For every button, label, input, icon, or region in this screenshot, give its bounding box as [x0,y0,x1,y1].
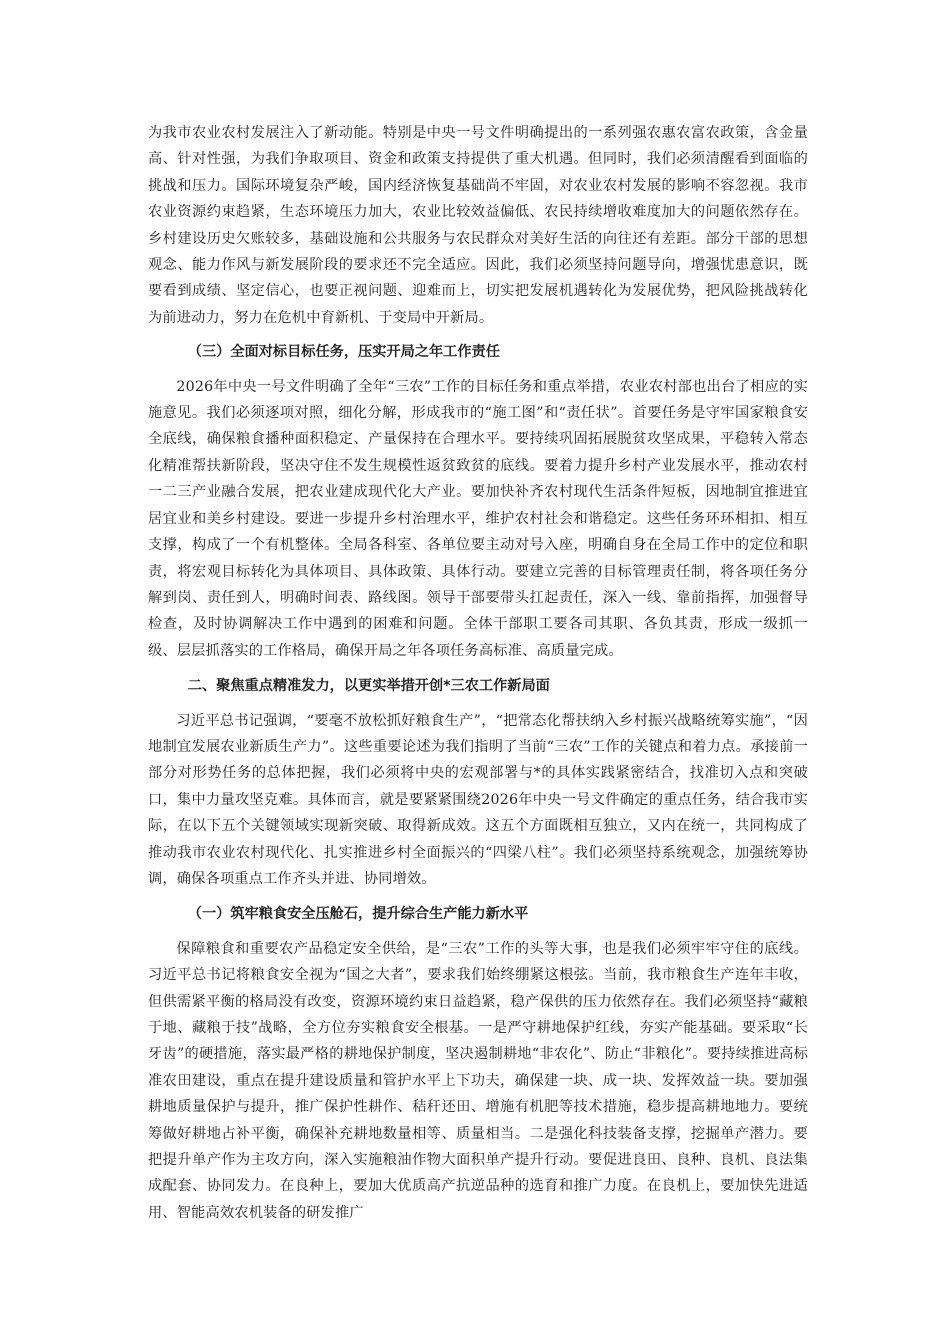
section-heading-3: （三）全面对标目标任务，压实开局之年工作责任 [187,344,500,361]
section-3-paragraph: 2026年中央一号文件明确了全年“三农”工作的目标任务和重点举措，农业农村部也出台了相应的实施意见。我们必须逐项对照，细化分解，形成我市的“施工图”和“责任状”。首要任务是守牢国家粮食安全底线，确保粮食播种面积稳定、产量保持在合理水平。要持续巩固拓展脱贫攻坚成果，平稳转入常态化精准帮扶新阶段，坚决守住不发生规模性返贫致贫的底线。要着力提升乡村产业发展水平，推动农村一二三产业融合发展，把农业建成现代化大产业。要加快补齐农村现代生活条件短板，因地制宜推进宜居宜业和美乡村建设。要进一步提升乡村治理水平，维护农村社会和谐稳定。这些任务环环相扣、相互支撑，构成了一个有机整体。全局各科室、各单位要主动对号入座，明确自身在全局工作中的定位和职责，将宏观目标转化为具体项目、具体政策、具体行动。要建立完善的目标管理责任制，将各项任务分解到岗、责任到人，明确时间表、路线图。领导干部要带头扛起责任，深入一线、靠前指挥，加强督导检查，及时协调解决工作中遇到的困难和问题。全体干部职工要各司其职、各负其责，形成一级抓一级、层层抓落实的工作格局，确保开局之年各项任务高标准、高质量完成。 [148,378,808,659]
intro-paragraph: 为我市农业农村发展注入了新动能。特别是中央一号文件明确提出的一系列强农惠农富农政策，含金量高、针对性强，为我们争取项目、资金和政策支持提供了重大机遇。但同时，我们必须清醒看到面临的挑战和压力。国际环境复杂严峻，国内经济恢复基础尚不牢固，对农业农村发展的影响不容忽视。我市农业资源约束趋紧，生态环境压力加大，农业比较效益偏低、农民持续增收难度加大的问题依然存在。乡村建设历史欠账较多，基础设施和公共服务与农民群众对美好生活的向往还有差距。部分干部的思想观念、能力作风与新发展阶段的要求还不完全适应。因此，我们必须坚持问题导向，增强忧患意识，既要看到成绩、坚定信心，也要正视问题、迎难而上，切实把发展机遇转化为发展优势，把风险挑战转化为前进动力，努力在危机中育新机、于变局中开新局。 [148,125,808,326]
section-heading-1: （一）筑牢粮食安全压舱石，提升综合生产能力新水平 [187,906,529,923]
section-1-paragraph: 保障粮食和重要农产品稳定安全供给，是“三农”工作的头等大事，也是我们必须牢牢守住的底线。习近平总书记将粮食安全视为“国之大者”，要求我们始终绷紧这根弦。当前，我市粮食生产连年丰收，但供需紧平衡的格局没有改变，资源环境约束日益趋紧，稳产保供的压力依然存在。我们必须坚持“藏粮于地、藏粮于技”战略，全方位夯实粮食安全根基。一是严守耕地保护红线，夯实产能基础。要采取“长牙齿”的硬措施，落实最严格的耕地保护制度，坚决遏制耕地“非农化”、防止“非粮化”。要持续推进高标准农田建设，重点在提升建设质量和管护水平上下功夫，确保建一块、成一块、发挥效益一块。要加强耕地质量保护与提升，推广保护性耕作、秸秆还田、增施有机肥等技术措施，稳步提高耕地地力。要统筹做好耕地占补平衡，确保补充耕地数量相等、质量相当。二是强化科技装备支撑，挖掘单产潜力。要把提升单产作为主攻方向，深入实施粮油作物大面积单产提升行动。要促进良田、良种、良机、良法集成配套、协同发力。在良种上，要加大优质高产抗逆品种的选育和推广力度。在良机上，要加快先进适用、智能高效农机装备的研发推广 [148,940,808,1221]
chapter-heading-two: 二、聚焦重点精准发力，以更实举措开创*三农工作新局面 [187,678,550,695]
document-body [148,120,808,1226]
chapter-two-paragraph: 习近平总书记强调，“要毫不放松抓好粮食生产”，“把常态化帮扶纳入乡村振兴战略统筹实施”，“因地制宜发展农业新质生产力”。这些重要论述为我们指明了当前“三农”工作的关键点和着力点。承接前一部分对形势任务的总体把握，我们必须将中央的宏观部署与*的具体实践紧密结合，找准切入点和突破口，集中力量攻坚克难。具体而言，就是要紧紧围绕2026年中央一号文件确定的重点任务，结合我市实际，在以下五个关键领域实现新突破、取得新成效。这五个方面既相互独立，又内在统一，共同构成了推动我市农业农村现代化、扎实推进乡村全面振兴的“四梁八柱”。我们必须坚持系统观念，加强统筹协调，确保各项重点工作齐头并进、协同增效。 [148,712,808,887]
